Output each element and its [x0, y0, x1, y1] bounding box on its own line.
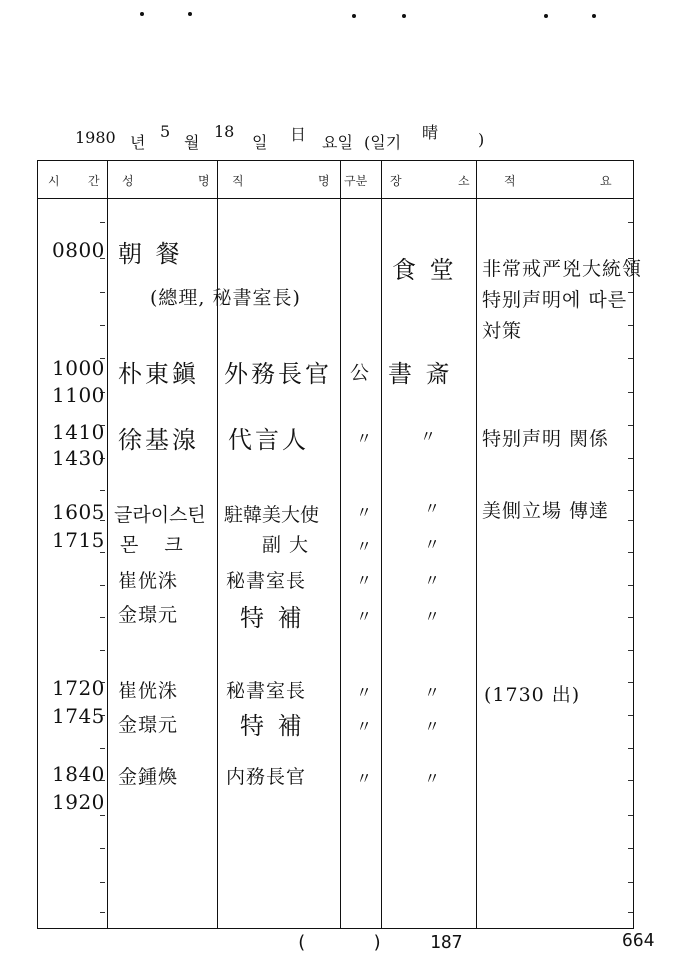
date-weekday-suffix: 요일 [322, 133, 353, 152]
entry-name: 金鍾煥 [118, 766, 179, 788]
entry-time-end: 1430 [52, 446, 105, 470]
col-header-place-1: 장 [390, 174, 402, 188]
col-header-time-1: 시 [48, 174, 60, 188]
entry-place: 〃 [424, 717, 441, 736]
col-divider [217, 160, 218, 929]
entry-type: 〃 [356, 607, 373, 626]
col-header-place-2: 소 [458, 174, 470, 188]
entry-remark: (1730 出) [484, 684, 581, 706]
entry-time-end: 1100 [52, 383, 105, 407]
entry-name: 金璟元 [118, 604, 179, 626]
entry-title: 特 補 [240, 712, 305, 740]
entry-place: 食 堂 [392, 256, 457, 284]
entry-type: 〃 [356, 503, 373, 522]
entry-type: 〃 [356, 769, 373, 788]
scan-dot [188, 12, 192, 16]
weather-close: ) [478, 130, 485, 149]
entry-name: 몬 크 [120, 534, 193, 556]
entry-remark: 美側立場 傳達 [482, 500, 610, 522]
col-header-type: 구분 [344, 174, 368, 188]
entry-time: 0800 [52, 238, 105, 262]
entry-remark: 非常戒严兇大統領 [482, 258, 643, 280]
weather-label: (일기 [364, 133, 402, 152]
entry-title: 代言人 [228, 426, 309, 454]
entry-type: 〃 [356, 571, 373, 590]
entry-type: 公 [350, 362, 371, 384]
scan-dot [592, 14, 596, 18]
entry-name-note: (總理, 秘書室長) [150, 287, 301, 309]
entry-remark-line3: 対策 [482, 320, 523, 342]
entry-title: 駐韓美大使 [224, 504, 320, 526]
entry-name: 崔侊洙 [118, 680, 179, 702]
entry-time-end: 1715 [52, 528, 105, 552]
col-header-remark-2: 요 [600, 174, 612, 188]
entry-remark: 特别声明 関係 [482, 428, 610, 450]
col-header-time-2: 간 [88, 174, 100, 188]
entry-remark-line2: 特别声明에 따른 [482, 289, 628, 311]
entry-name: 金璟元 [118, 714, 179, 736]
entry-name: 글라이스틴 [114, 504, 206, 526]
scan-dot [544, 14, 548, 18]
entry-time-end: 1920 [52, 790, 105, 814]
scan-dot [140, 12, 144, 16]
date-month-suffix: 월 [184, 133, 200, 152]
col-divider [107, 160, 108, 929]
entry-time: 1410 [52, 420, 105, 444]
entry-title: 外務長官 [224, 360, 332, 388]
page-number: 187 [430, 932, 463, 953]
entry-time: 1840 [52, 762, 105, 786]
col-header-title-1: 직 [232, 174, 244, 188]
entry-time: 1720 [52, 676, 105, 700]
entry-place: 書 斎 [388, 360, 453, 388]
entry-place: 〃 [424, 683, 441, 702]
col-header-name-1: 성 [122, 174, 134, 188]
entry-place: 〃 [424, 499, 441, 518]
col-divider [381, 160, 382, 929]
col-header-name-2: 명 [198, 174, 210, 188]
col-header-title-2: 명 [318, 174, 330, 188]
entry-time: 1605 [52, 500, 105, 524]
entry-place: 〃 [424, 769, 441, 788]
date-weekday: 日 [290, 125, 307, 144]
col-header-remark-1: 적 [504, 174, 516, 188]
date-day-suffix: 일 [252, 133, 268, 152]
date-year-suffix: 년 [130, 133, 146, 152]
entry-place: 〃 [424, 571, 441, 590]
document-number: 664 [622, 930, 655, 951]
entry-type: 〃 [356, 683, 373, 702]
entry-name: 朴東鎭 [118, 360, 199, 388]
entry-name: 崔侊洙 [118, 570, 179, 592]
date-day: 18 [214, 122, 235, 141]
date-month: 5 [160, 122, 171, 141]
entry-type: 〃 [356, 717, 373, 736]
entry-type: 〃 [356, 429, 373, 448]
entry-title: 秘書室長 [226, 570, 307, 592]
entry-place: 〃 [420, 427, 437, 446]
entry-title: 特 補 [240, 604, 305, 632]
entry-name: 朝 餐 [118, 240, 183, 268]
entry-place: 〃 [424, 535, 441, 554]
entry-time: 1000 [52, 356, 105, 380]
col-divider [476, 160, 477, 929]
entry-type: 〃 [356, 537, 373, 556]
footer-paren-open: ( [296, 932, 307, 953]
entry-title: 副 大 [262, 534, 310, 556]
date-year: 1980 [75, 128, 116, 147]
entry-title: 内務長官 [226, 766, 307, 788]
scan-dot [352, 14, 356, 18]
scan-dot [402, 14, 406, 18]
entry-title: 秘書室長 [226, 680, 307, 702]
weather-value: 晴 [422, 123, 439, 142]
entry-name: 徐基湶 [118, 426, 199, 454]
entry-time-end: 1745 [52, 704, 105, 728]
entry-place: 〃 [424, 607, 441, 626]
col-divider [340, 160, 341, 929]
footer-paren-close: ) [372, 932, 383, 953]
table-header-divider [37, 198, 634, 199]
